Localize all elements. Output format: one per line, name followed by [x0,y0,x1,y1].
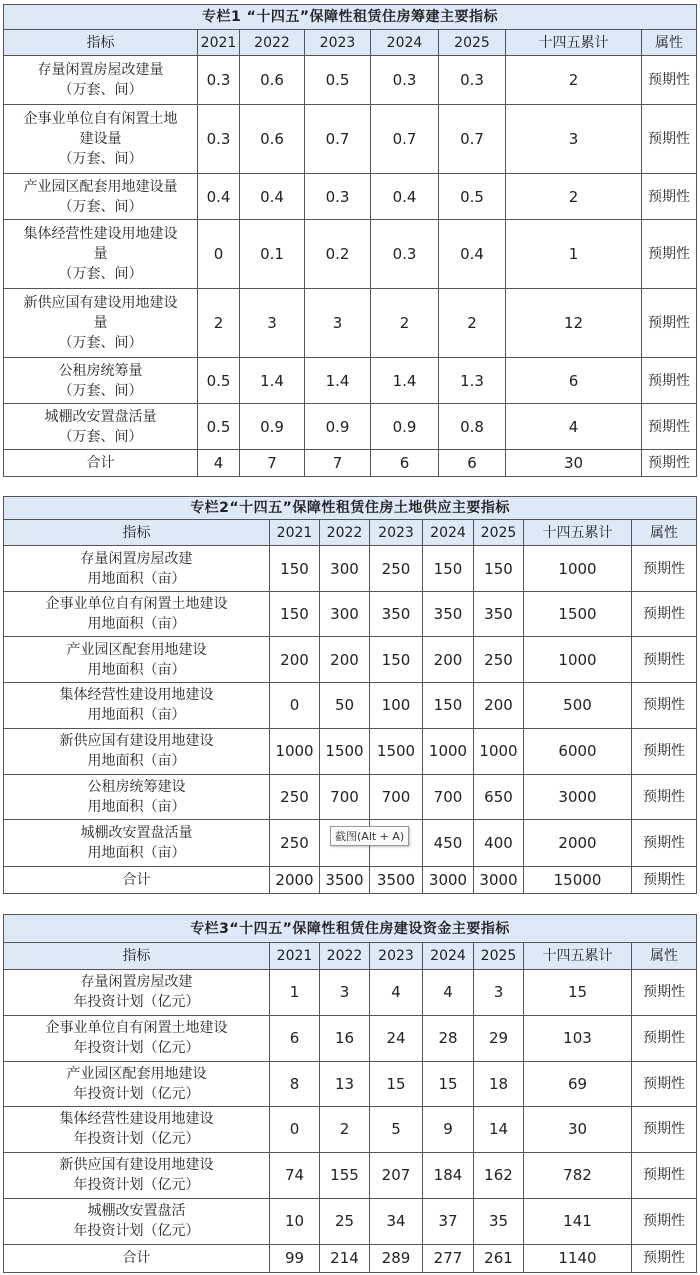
header-col: 2025 [474,520,524,546]
value-cell: 1000 [423,728,474,774]
value-cell: 10 [270,1199,320,1245]
value-cell: 1.3 [439,358,506,404]
header-indicator: 指标 [4,943,270,969]
indicator-line: 企事业单位自有闲置土地建设 [45,1020,228,1037]
value-cell: 350 [423,592,474,637]
value-cell: 0.6 [240,105,305,174]
cumulative-cell: 1000 [524,637,632,683]
attribute-cell: 预期性 [632,969,697,1016]
value-cell: 28 [423,1016,474,1062]
table-row [4,105,697,174]
indicator-line: （万套、间） [58,266,143,282]
indicator-cell [4,546,270,592]
attribute-cell: 预期性 [632,1016,697,1062]
attribute-cell: 预期性 [632,1061,697,1107]
attribute-cell: 预期性 [632,546,697,592]
header-row [4,520,697,546]
value-cell: 184 [423,1152,474,1199]
indicator-line: 用地面积（亩） [87,707,186,724]
indicator-line: （万套、间） [58,151,143,167]
value-cell: 162 [474,1152,524,1199]
indicator-line: 用地面积（亩） [87,844,186,861]
indicator-cell [4,105,198,174]
header-col: 2022 [320,943,370,969]
indicator-cell [4,358,198,404]
attribute-cell: 预期性 [632,1199,697,1245]
total-row [4,1244,697,1272]
total-row [4,866,697,893]
value-cell: 0.9 [371,404,439,450]
value-cell: 200 [474,683,524,728]
indicator-line: 年投资计划（亿元） [73,1131,200,1148]
header-col: 2022 [320,520,370,546]
indicator-line: 年投资计划（亿元） [73,1040,200,1057]
header-col: 十四五累计 [524,520,632,546]
value-cell: 250 [474,637,524,683]
value-cell: 0 [270,1107,320,1153]
value-cell: 35 [474,1199,524,1245]
header-row [4,30,697,56]
indicator-cell [4,637,270,683]
indicator-cell [4,969,270,1016]
attribute-cell: 预期性 [642,404,697,450]
value-cell: 155 [320,1152,370,1199]
value-cell: 0.4 [371,174,439,220]
value-cell: 700 [370,774,423,819]
value-cell: 150 [474,546,524,592]
cumulative-cell: 2000 [524,819,632,866]
indicator-line: 集体经营性建设用地建设 [59,1111,214,1128]
indicator-line: 集体经营性建设用地建设 [59,687,214,704]
header-attribute: 属性 [632,943,697,969]
total-value-cell: 3000 [423,866,474,893]
indicator-cell [4,1107,270,1153]
header-col: 2024 [423,520,474,546]
cumulative-cell: 1500 [524,592,632,637]
indicator-line: 年投资计划（亿元） [73,1085,200,1102]
cumulative-cell: 6 [506,358,642,404]
total-value-cell: 3000 [474,866,524,893]
cumulative-cell: 2 [506,174,642,220]
indicator-cell [4,220,198,289]
cumulative-cell: 1000 [524,546,632,592]
table-construction-funds [3,914,697,1273]
value-cell: 250 [270,774,320,819]
value-cell: 150 [423,683,474,728]
table-row [4,1199,697,1245]
attribute-cell: 预期性 [642,174,697,220]
table-row [4,174,697,220]
value-cell: 200 [423,637,474,683]
value-cell: 0.1 [240,220,305,289]
indicator-cell [4,56,198,105]
cumulative-cell: 782 [524,1152,632,1199]
indicator-line: （万套、间） [58,198,143,215]
attribute-cell: 预期性 [632,728,697,774]
cumulative-cell: 30 [524,1107,632,1153]
table-housing-construction [3,4,697,477]
header-indicator: 指标 [4,30,198,56]
value-cell: 350 [474,592,524,637]
indicator-line: 年投资计划（亿元） [73,1177,200,1194]
table-row [4,728,697,774]
indicator-line: 用地面积（亩） [87,661,186,678]
value-cell: 0.9 [240,404,305,450]
indicator-cell [4,1199,270,1245]
value-cell: 0.3 [198,105,240,174]
attribute-cell: 预期性 [642,450,697,477]
value-cell: 0.3 [305,174,371,220]
table-row [4,56,697,105]
total-label: 合计 [4,450,198,477]
attribute-cell: 预期性 [642,289,697,358]
attribute-cell: 预期性 [642,358,697,404]
attribute-cell: 预期性 [642,56,697,105]
value-cell: 0.7 [305,105,371,174]
value-cell: 0.5 [439,174,506,220]
header-attribute: 属性 [642,30,697,56]
total-value-cell: 2000 [270,866,320,893]
attribute-cell: 预期性 [632,637,697,683]
value-cell: 15 [423,1061,474,1107]
value-cell: 1.4 [305,358,371,404]
total-value-cell: 214 [320,1244,370,1272]
value-cell: 650 [474,774,524,819]
value-cell: 2 [439,289,506,358]
value-cell: 3 [474,969,524,1016]
total-value-cell: 1140 [524,1244,632,1272]
table-row [4,289,697,358]
indicator-line: 存量闲置房屋改建 [80,974,193,991]
attribute-cell: 预期性 [632,683,697,728]
table-row [4,774,697,819]
cumulative-cell: 3000 [524,774,632,819]
table-title: 专栏2“十四五”保障性租赁住房土地供应主要指标 [4,497,697,520]
value-cell: 13 [320,1061,370,1107]
indicator-cell [4,819,270,866]
value-cell: 24 [370,1016,423,1062]
table-row [4,220,697,289]
total-value-cell: 6 [371,450,439,477]
value-cell: 1500 [320,728,370,774]
cumulative-cell: 12 [506,289,642,358]
value-cell: 300 [320,546,370,592]
table-row [4,1061,697,1107]
value-cell: 34 [370,1199,423,1245]
value-cell: 0.3 [371,56,439,105]
value-cell: 0.3 [371,220,439,289]
value-cell: 9 [423,1107,474,1153]
value-cell: 2 [198,289,240,358]
indicator-line: （万套、间） [58,428,143,445]
indicator-cell [4,404,198,450]
value-cell: 0.9 [305,404,371,450]
indicator-line: 企事业单位自有闲置土地 [23,111,178,127]
indicator-line: 存量闲置房屋改建量 [37,62,164,78]
indicator-line: （万套、间） [58,382,143,399]
value-cell: 350 [370,592,423,637]
value-cell: 5 [370,1107,423,1153]
value-cell: 150 [370,637,423,683]
indicator-cell [4,774,270,819]
header-col: 2024 [371,30,439,56]
attribute-cell: 预期性 [632,1244,697,1272]
header-col: 2021 [270,520,320,546]
indicator-line: 用地面积（亩） [87,570,186,587]
value-cell: 2 [371,289,439,358]
indicator-cell [4,174,198,220]
total-label: 合计 [4,866,270,893]
indicator-line: 用地面积（亩） [87,753,186,770]
attribute-cell: 预期性 [642,220,697,289]
attribute-cell: 预期性 [632,774,697,819]
indicator-line: 企事业单位自有闲置土地建设 [45,596,228,613]
table-row [4,969,697,1016]
value-cell: 3 [240,289,305,358]
table-row [4,546,697,592]
value-cell: 1.4 [371,358,439,404]
value-cell: 25 [320,1199,370,1245]
indicator-cell [4,683,270,728]
table-row [4,358,697,404]
indicator-line: 产业园区配套用地建设量 [23,178,178,195]
indicator-line: 城棚改安置盘活量 [44,408,157,425]
total-value-cell: 3500 [320,866,370,893]
table-row [4,683,697,728]
header-col: 十四五累计 [524,943,632,969]
table-title: 专栏1 “十四五”保障性租赁住房筹建主要指标 [4,5,697,30]
cumulative-cell: 6000 [524,728,632,774]
indicator-line: （万套、间） [58,82,143,98]
value-cell: 0.3 [198,56,240,105]
total-value-cell: 277 [423,1244,474,1272]
header-indicator: 指标 [4,520,270,546]
indicator-cell [4,289,198,358]
table-row [4,1152,697,1199]
indicator-line: 量 [93,315,108,331]
value-cell: 0.4 [198,174,240,220]
table-row [4,1016,697,1062]
total-value-cell: 7 [305,450,371,477]
indicator-cell [4,1061,270,1107]
value-cell: 1000 [270,728,320,774]
value-cell: 8 [270,1061,320,1107]
value-cell: 0.4 [240,174,305,220]
indicator-line: 集体经营性建设用地建设 [23,226,178,242]
indicator-line: 城棚改安置盘活 [87,1203,186,1220]
indicator-line: 公租房统筹建设 [87,778,186,795]
total-value-cell: 289 [370,1244,423,1272]
header-col: 2025 [439,30,506,56]
cumulative-cell: 4 [506,404,642,450]
value-cell: 0.6 [240,56,305,105]
value-cell: 6 [270,1016,320,1062]
attribute-cell: 预期性 [632,819,697,866]
attribute-cell: 预期性 [632,1107,697,1153]
value-cell: 150 [270,546,320,592]
indicator-line: 存量闲置房屋改建 [80,550,193,567]
value-cell: 450 [423,819,474,866]
table-row [4,1107,697,1153]
value-cell: 74 [270,1152,320,1199]
value-cell: 1.4 [240,358,305,404]
value-cell: 1000 [474,728,524,774]
value-cell: 0.5 [305,56,371,105]
value-cell: 0.7 [439,105,506,174]
cumulative-cell: 103 [524,1016,632,1062]
header-col: 十四五累计 [506,30,642,56]
attribute-cell: 预期性 [632,592,697,637]
header-col: 2021 [198,30,240,56]
value-cell: 250 [270,819,320,866]
value-cell: 4 [423,969,474,1016]
cumulative-cell: 141 [524,1199,632,1245]
total-value-cell: 6 [439,450,506,477]
cumulative-cell: 500 [524,683,632,728]
indicator-line: 新供应国有建设用地建设 [23,295,178,311]
value-cell: 250 [370,546,423,592]
total-value-cell: 7 [240,450,305,477]
value-cell: 18 [474,1061,524,1107]
value-cell: 0.7 [371,105,439,174]
value-cell: 700 [320,774,370,819]
value-cell: 1 [270,969,320,1016]
value-cell: 37 [423,1199,474,1245]
value-cell: 3 [305,289,371,358]
indicator-line: 年投资计划（亿元） [73,994,200,1011]
value-cell: 0.4 [439,220,506,289]
total-value-cell: 261 [474,1244,524,1272]
header-col: 2023 [370,520,423,546]
cumulative-cell: 1 [506,220,642,289]
value-cell: 0 [270,683,320,728]
value-cell: 0 [198,220,240,289]
value-cell: 14 [474,1107,524,1153]
total-value-cell: 4 [198,450,240,477]
value-cell: 150 [423,546,474,592]
total-value-cell: 99 [270,1244,320,1272]
indicator-line: 用地面积（亩） [87,798,186,815]
cumulative-cell: 2 [506,56,642,105]
indicator-line: 产业园区配套用地建设 [66,641,207,658]
value-cell: 300 [320,592,370,637]
total-value-cell: 3500 [370,866,423,893]
header-col: 2022 [240,30,305,56]
cumulative-cell: 69 [524,1061,632,1107]
value-cell: 0.2 [305,220,371,289]
cumulative-cell: 3 [506,105,642,174]
value-cell: 1500 [370,728,423,774]
value-cell: 0.8 [439,404,506,450]
value-cell: 200 [320,637,370,683]
value-cell: 2 [320,1107,370,1153]
header-col: 2025 [474,943,524,969]
indicator-cell [4,728,270,774]
value-cell: 0.5 [198,358,240,404]
value-cell: 3 [320,969,370,1016]
indicator-line: 用地面积（亩） [87,616,186,633]
indicator-line: 新供应国有建设用地建设 [59,733,214,750]
indicator-line: 公租房统筹量 [58,362,143,379]
indicator-cell [4,592,270,637]
value-cell: 0.3 [439,56,506,105]
table-row [4,637,697,683]
table-row [4,592,697,637]
total-row [4,450,697,477]
indicator-line: 城棚改安置盘活量 [80,824,193,841]
header-col: 2023 [370,943,423,969]
header-col: 2024 [423,943,474,969]
value-cell: 50 [320,683,370,728]
value-cell: 207 [370,1152,423,1199]
header-col: 2021 [270,943,320,969]
indicator-line: 新供应国有建设用地建设 [59,1157,214,1174]
value-cell: 700 [423,774,474,819]
attribute-cell: 预期性 [632,1152,697,1199]
value-cell: 4 [370,969,423,1016]
table-title: 专栏3“十四五”保障性租赁住房建设资金主要指标 [4,915,697,943]
header-attribute: 属性 [632,520,697,546]
value-cell: 29 [474,1016,524,1062]
value-cell: 400 [474,819,524,866]
total-label: 合计 [4,1244,270,1272]
indicator-line: （万套、间） [58,335,143,351]
header-row [4,943,697,969]
value-cell: 100 [370,683,423,728]
indicator-line: 建设量 [79,131,122,147]
cumulative-cell: 15 [524,969,632,1016]
value-cell: 0.5 [198,404,240,450]
header-col: 2023 [305,30,371,56]
value-cell: 16 [320,1016,370,1062]
screenshot-tooltip: 截图(Alt + A) [330,826,409,846]
indicator-cell [4,1152,270,1199]
table-row [4,404,697,450]
total-value-cell: 30 [506,450,642,477]
value-cell: 200 [270,637,320,683]
total-value-cell: 15000 [524,866,632,893]
indicator-cell [4,1016,270,1062]
value-cell: 150 [270,592,320,637]
attribute-cell: 预期性 [642,105,697,174]
indicator-line: 产业园区配套用地建设 [66,1065,207,1082]
indicator-line: 量 [93,246,108,262]
indicator-line: 年投资计划（亿元） [73,1223,200,1240]
attribute-cell: 预期性 [632,866,697,893]
value-cell: 15 [370,1061,423,1107]
